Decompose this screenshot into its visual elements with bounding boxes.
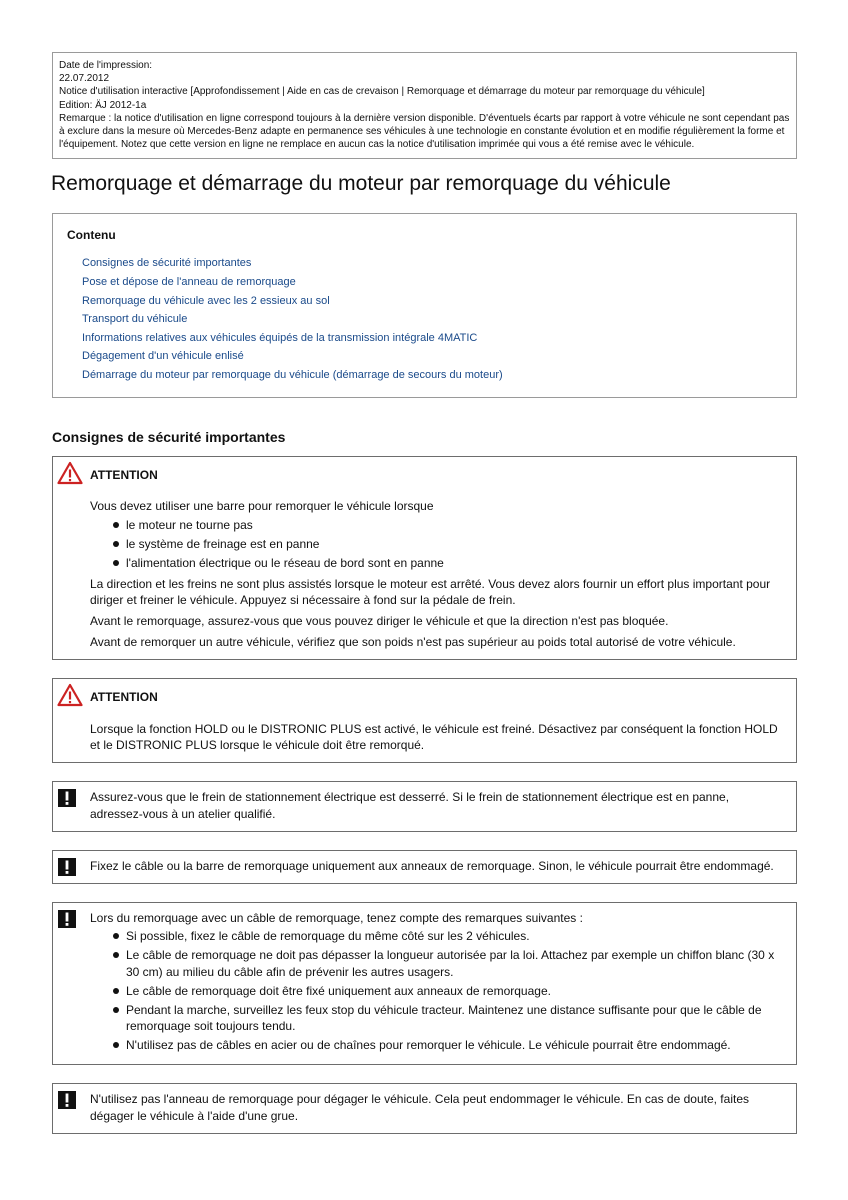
toc-link[interactable]: Démarrage du moteur par remorquage du véhicule (démarrage de secours du moteur) [82,368,503,381]
page-title: Remorquage et démarrage du moteur par remorquage du véhicule [51,172,671,196]
document-page [52,52,797,1152]
list-item: le système de freinage est en panne [126,536,782,553]
print-date-label: Date de l'impression: [59,60,153,71]
print-info-box [52,52,797,159]
list-item: l'alimentation électrique ou le réseau de bord sont en panne [126,555,782,572]
warning-title: ATTENTION [90,467,158,482]
warning-triangle-icon [57,683,83,712]
toc-heading: Contenu [67,228,116,243]
remark: Remarque : la notice d'utilisation en ligne correspond toujours à la dernière version disponible. D'éventuels écarts par rapport à votre véhicule ne sont cependant pas à exclure dans la mesure où Mercedes-Benz adapte en permanence ses véhicules à une technologie en constante évolution et en modifie régulièrement la forme et l'équipement. Notez que cette version en ligne ne remplace en aucun cas la notice d'utilisation imprimée qui vous a été remise avec le véhicule. [59,112,790,151]
warning-bullet-list [90,517,782,571]
list-item: Le câble de remorquage ne doit pas dépasser la longueur autorisée par la loi. Attachez par exemple un chiffon blanc (30 x 30 cm) au milieu du câble afin de prévenir les autres usagers. [126,947,782,981]
warning-title: ATTENTION [90,689,158,704]
warning-box [52,678,797,763]
edition: Edition: ÄJ 2012-1a [59,99,147,111]
table-of-contents [52,213,797,397]
notice-bullet-list [90,928,782,1054]
notice-text: N'utilisez pas l'anneau de remorquage pour dégager le véhicule. Cela peut endommager le véhicule. En cas de doute, faites dégager le véhicule à l'aide d'une grue. [90,1091,749,1123]
exclamation-icon [58,858,76,881]
notice-box [52,781,797,832]
toc-link[interactable]: Remorquage du véhicule avec les 2 essieux au sol [82,294,330,307]
toc-link[interactable]: Consignes de sécurité importantes [82,257,252,270]
notice-box [52,850,797,884]
toc-link[interactable]: Pose et dépose de l'anneau de remorquage [82,276,296,289]
list-item: Le câble de remorquage doit être fixé uniquement aux anneaux de remorquage. [126,983,782,1000]
toc-list [67,254,782,384]
list-item: N'utilisez pas de câbles en acier ou de chaînes pour remorquer le véhicule. Le véhicule pourrait être endommagé. [126,1037,782,1054]
toc-link[interactable]: Transport du véhicule [82,313,188,326]
warning-paragraph: Avant de remorquer un autre véhicule, vérifiez que son poids n'est pas supérieur au poids total autorisé de votre véhicule. [90,634,736,649]
section-title: Consignes de sécurité importantes [52,428,286,445]
warning-paragraph: Avant le remorquage, assurez-vous que vous pouvez diriger le véhicule et que la direction n'est pas bloquée. [90,614,669,629]
exclamation-icon [58,1091,76,1114]
list-item: le moteur ne tourne pas [126,517,782,534]
notice-box [52,902,797,1065]
notice-intro: Lors du remorquage avec un câble de remorquage, tenez compte des remarques suivantes : [90,910,583,925]
list-item: Pendant la marche, surveillez les feux stop du véhicule tracteur. Maintenez une distance suffisante pour que le câble de remorquage soit toujours tendu. [126,1002,782,1036]
warning-triangle-icon [57,461,83,490]
print-date-value: 22.07.2012 [59,73,110,85]
warning-paragraph: Lorsque la fonction HOLD ou le DISTRONIC PLUS est activé, le véhicule est freiné. Désactivez par conséquent la fonction HOLD et le DISTRONIC PLUS lorsque le véhicule doit être remorqué. [90,721,778,753]
notice-text: Fixez le câble ou la barre de remorquage uniquement aux anneaux de remorquage. Sinon, le véhicule pourrait être endommagé. [90,858,774,873]
toc-link[interactable]: Dégagement d'un véhicule enlisé [82,350,244,363]
notice-box [52,1083,797,1134]
exclamation-icon [58,789,76,812]
breadcrumb: Notice d'utilisation interactive [Approfondissement | Aide en cas de crevaison | Remorquage et démarrage du moteur par remorquage du véhicule] [59,86,705,98]
exclamation-icon [58,910,76,933]
notice-text: Assurez-vous que le frein de stationnement électrique est desserré. Si le frein de stationnement électrique est en panne, adressez-vous à un atelier qualifié. [90,790,730,821]
list-item: Si possible, fixez le câble de remorquage du même côté sur les 2 véhicules. [126,928,782,945]
warning-intro: Vous devez utiliser une barre pour remorquer le véhicule lorsque [90,499,434,514]
warning-paragraph: La direction et les freins ne sont plus assistés lorsque le moteur est arrêté. Vous devez alors fournir un effort plus important pour diriger et freiner le véhicule. Appuyez si nécessaire à fond sur la pédale de frein. [90,576,771,608]
warning-box [52,456,797,660]
toc-link[interactable]: Informations relatives aux véhicules équipés de la transmission intégrale 4MATIC [82,331,478,344]
